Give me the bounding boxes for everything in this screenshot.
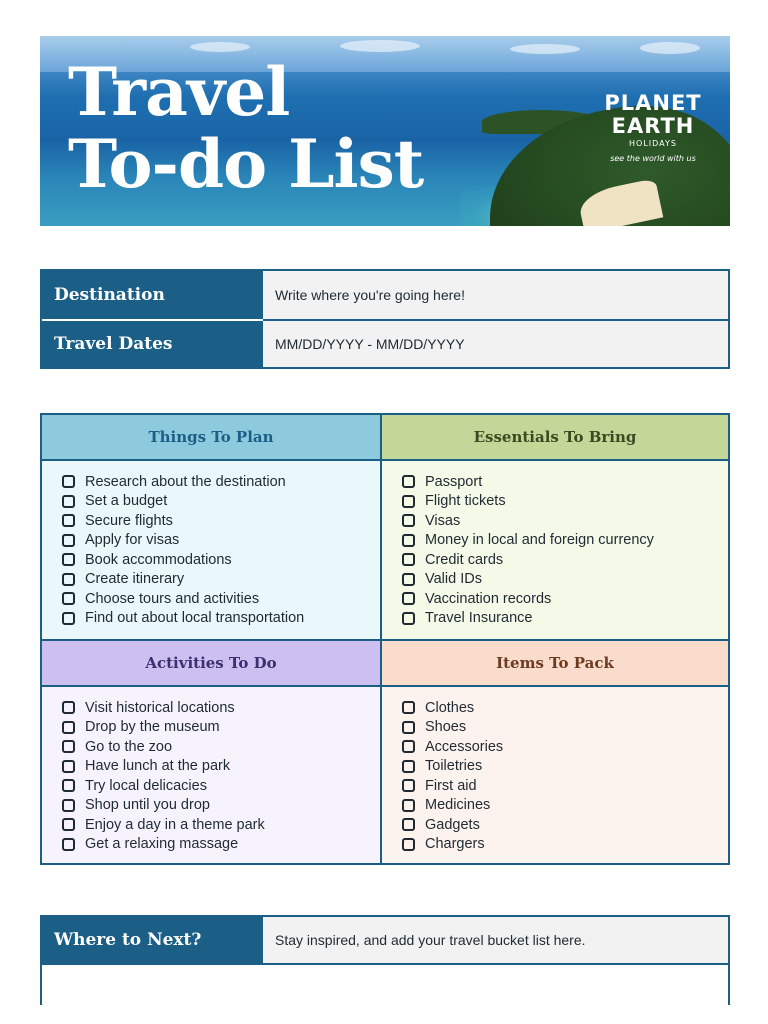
checklist-item-label: Set a budget [85,493,168,510]
checklist-item [62,757,380,777]
checklist-item-label: Try local delicacies [85,777,207,794]
checklist-item-label: Enjoy a day in a theme park [85,816,265,833]
checklist-item [62,550,380,570]
checkbox[interactable] [62,612,75,625]
travel-dates-field[interactable]: MM/DD/YYYY - MM/DD/YYYY [263,319,728,367]
checkbox[interactable] [402,838,415,851]
checklist-item-label: Passport [425,473,483,490]
essentials-list [382,461,728,641]
checkbox[interactable] [62,534,75,547]
checklist-item-label: Medicines [425,797,491,814]
pack-list [382,687,728,863]
checklist-item [62,511,380,531]
title-line-1: Travel [68,53,290,131]
checkbox[interactable] [62,573,75,586]
destination-row [42,271,728,319]
checklist-item [402,511,728,531]
checklist-item [62,472,380,492]
header-banner [40,36,730,226]
bucket-list-area[interactable] [42,965,728,1005]
checklist-item-label: Visas [425,512,461,529]
checklist-item-label: Book accommodations [85,551,232,568]
checklist-item [402,835,728,855]
checklist-item-label: Flight tickets [425,493,506,510]
checklist-item-label: Shop until you drop [85,797,210,814]
checkbox[interactable] [62,553,75,566]
checklist-item [402,472,728,492]
checkbox[interactable] [62,818,75,831]
checklist-item-label: Shoes [425,719,467,736]
checkbox[interactable] [62,475,75,488]
checkbox[interactable] [402,701,415,714]
checkbox[interactable] [62,799,75,812]
trip-info-table [40,269,730,369]
checkbox[interactable] [402,573,415,586]
banner-cloud [510,44,580,54]
checkbox[interactable] [402,779,415,792]
checklist-item [402,492,728,512]
checklist-item [402,718,728,738]
where-to-next-label: Where to Next? [42,917,263,963]
checkbox[interactable] [402,534,415,547]
checklist-item-label: Have lunch at the park [85,758,231,775]
checkbox[interactable] [402,818,415,831]
checkbox[interactable] [402,475,415,488]
plan-header: Things To Plan [42,415,382,461]
checklist-item-label: Get a relaxing massage [85,836,239,853]
checkbox[interactable] [62,838,75,851]
checklist-item [62,609,380,629]
title-line-2: To-do List [68,125,424,203]
checklist-item-label: Secure flights [85,512,173,529]
checklist-item-label: Find out about local transportation [85,610,305,627]
logo-line-2: EARTH [611,114,695,138]
checklist-item-label: Valid IDs [425,571,482,588]
destination-field[interactable]: Write where you're going here! [263,271,728,319]
checkbox[interactable] [62,592,75,605]
activities-list [42,687,382,863]
checklist-item [62,796,380,816]
checklist-item [402,698,728,718]
pack-header: Items To Pack [382,641,728,687]
brand-logo [588,92,718,163]
checklist-item [402,796,728,816]
page-title [68,53,424,203]
travel-dates-row [42,319,728,367]
checklist-item-label: Toiletries [425,758,483,775]
checklist-item [402,737,728,757]
checklist-item-label: Vaccination records [425,590,552,607]
checklist-item-label: Clothes [425,699,475,716]
checklist-item [62,589,380,609]
checkbox[interactable] [402,740,415,753]
checklist-item-label: Money in local and foreign currency [425,532,654,549]
checklist-item [62,776,380,796]
where-to-next-table [40,915,730,1005]
checklist-item [62,835,380,855]
checklist-item [62,737,380,757]
checklist-item [402,589,728,609]
banner-cloud [640,42,700,54]
checklist-item [402,757,728,777]
checklist-item-label: Accessories [425,738,504,755]
where-to-next-field[interactable]: Stay inspired, and add your travel bucket list here. [263,917,728,963]
checkbox[interactable] [62,701,75,714]
checklist-item-label: First aid [425,777,477,794]
checkbox[interactable] [402,592,415,605]
checklist-item [62,815,380,835]
checklist-item [62,492,380,512]
checkbox[interactable] [402,495,415,508]
checklist-item [402,609,728,629]
checkbox[interactable] [62,760,75,773]
checkbox[interactable] [402,721,415,734]
checklist-grid [40,413,730,865]
essentials-header: Essentials To Bring [382,415,728,461]
checkbox[interactable] [62,514,75,527]
checklist-item [62,698,380,718]
checklist-item-label: Create itinerary [85,571,185,588]
destination-label: Destination [42,271,263,319]
logo-line-1: PLANET [604,91,702,115]
checklist-item-label: Drop by the museum [85,719,220,736]
checklist-item [402,531,728,551]
checklist-item [402,815,728,835]
checklist-item-label: Travel Insurance [425,610,533,627]
checkbox[interactable] [402,760,415,773]
checkbox[interactable] [62,779,75,792]
checklist-item [402,776,728,796]
checkbox[interactable] [402,514,415,527]
checklist-item-label: Research about the destination [85,473,286,490]
banner-cloud [190,42,250,52]
checkbox[interactable] [402,553,415,566]
checklist-item [402,570,728,590]
plan-list [42,461,382,641]
checklist-item-label: Credit cards [425,551,504,568]
checklist-item [62,718,380,738]
logo-tagline: see the world with us [610,154,696,163]
banner-cloud [340,40,420,52]
checkbox[interactable] [62,495,75,508]
checkbox[interactable] [62,740,75,753]
checklist-item [62,531,380,551]
logo-line-3: HOLIDAYS [629,139,677,148]
checklist-item [62,570,380,590]
checklist-item-label: Choose tours and activities [85,590,260,607]
checklist-item-label: Visit historical locations [85,699,235,716]
where-to-next-row [42,917,728,965]
checkbox[interactable] [402,799,415,812]
checklist-item-label: Chargers [425,836,485,853]
checklist-item [402,550,728,570]
checklist-item-label: Go to the zoo [85,738,173,755]
travel-dates-label: Travel Dates [42,321,263,367]
checkbox[interactable] [62,721,75,734]
checklist-item-label: Apply for visas [85,532,180,549]
activities-header: Activities To Do [42,641,382,687]
checklist-item-label: Gadgets [425,816,480,833]
checkbox[interactable] [402,612,415,625]
